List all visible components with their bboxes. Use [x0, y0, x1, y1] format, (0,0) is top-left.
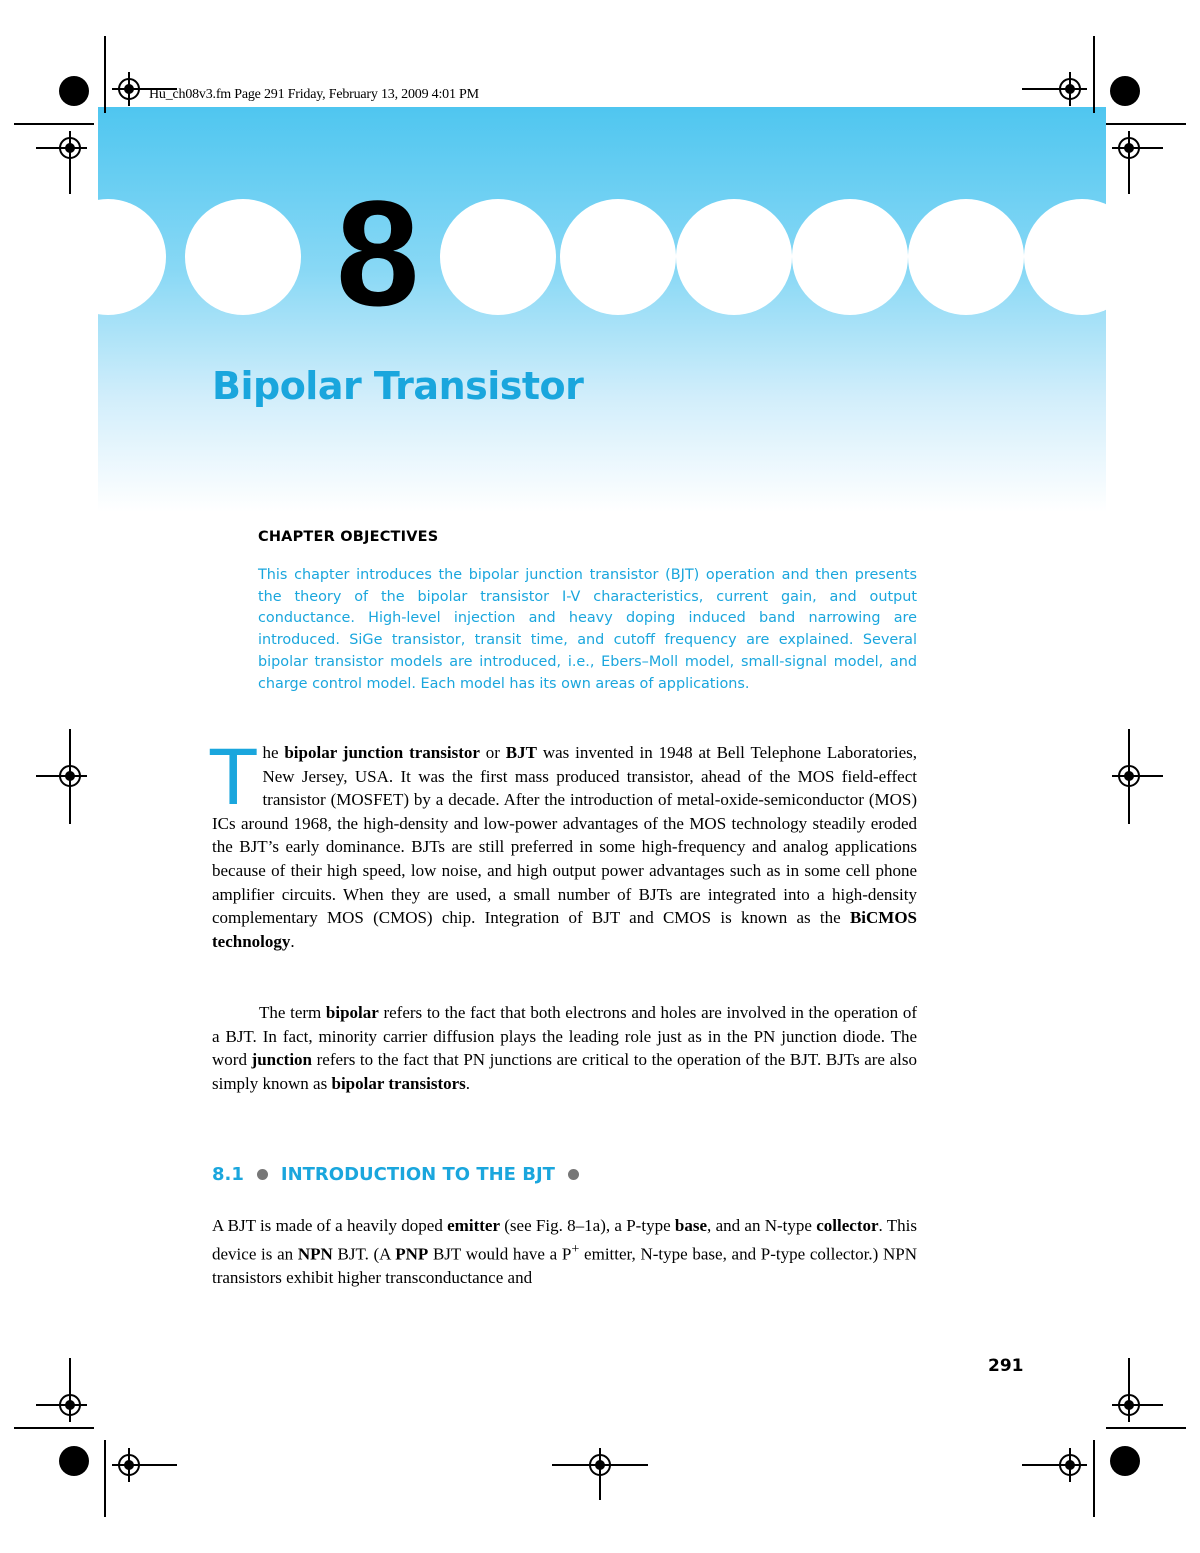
- bold-term: NPN: [297, 1244, 333, 1264]
- registration-dot: [1110, 76, 1140, 106]
- text-run: , and an N-type: [707, 1216, 817, 1235]
- bold-term: bipolar transistors: [331, 1073, 466, 1093]
- text-run: .: [290, 931, 295, 951]
- bold-term: collector: [816, 1216, 879, 1235]
- section-paragraph: [212, 1214, 917, 1289]
- crosshair-mark: [36, 729, 87, 824]
- drop-cap: T: [210, 733, 257, 822]
- print-slug: Hu_ch08v3.fm Page 291 Friday, February 13, 2009 4:01 PM: [149, 87, 479, 102]
- text-run: refers to the fact that PN junctions are critical to the operation of the BJT. BJTs are also simply known as: [212, 1050, 917, 1093]
- superscript: +: [571, 1240, 580, 1257]
- bold-term: PNP: [395, 1244, 429, 1264]
- section-heading: [212, 1164, 592, 1185]
- text-run: BJT. (A: [332, 1244, 396, 1264]
- bold-term: bipolar: [325, 1003, 379, 1022]
- bold-term: base: [674, 1216, 708, 1235]
- text-run: he: [262, 743, 285, 762]
- section-title: INTRODUCTION TO THE BJT: [280, 1164, 555, 1185]
- bullet-icon: [568, 1169, 579, 1180]
- crosshair-mark: [1022, 1448, 1087, 1482]
- text-run: was invented in 1948 at Bell Telephone Laboratories, New Jersey, USA. It was the first mass produced transistor, ahead of the MOS field-effect transistor (MOSFET) by a decade. After the introduction of metal-oxide-semiconductor (MOS) ICs around 1968, the high-density and low-power advantages of the MOS technology steadily eroded the BJT’s early dominance. BJTs are still preferred in some high-frequency and analog applications because of their high speed, low noise, and high output power advantages such as in some cell phone amplifier circuits. When they are used, a small number of BJTs are integrated into a high-density complementary MOS (CMOS) chip. Integration of BJT and CMOS is known as the: [212, 743, 918, 928]
- chapter-number: 8: [336, 169, 420, 337]
- bold-term: BJT: [505, 743, 537, 762]
- text-run: emitter, N-type base, and P-type collector.) NPN transistors exhibit higher transconductance and: [212, 1244, 917, 1287]
- intro-paragraph: [210, 733, 918, 953]
- objectives-text: This chapter introduces the bipolar junction transistor (BJT) operation and then presents the theory of the bipolar transistor I-V characteristics, current gain, and output conductance. High-level injection and heavy doping induced band narrowing are introduced. SiGe transistor, transit time, and cutoff frequency are explained. Several bipolar transistor models are introduced, i.e., Ebers–Moll model, small-signal model, and charge control model. Each model has its own areas of applications.: [258, 567, 917, 692]
- text-run: . This device is an: [212, 1216, 918, 1264]
- text-run: refers to the fact that both electrons and holes are involved in the operation of a BJT. In fact, minority carrier diffusion plays the leading role just as in the PN junction diode. The word: [212, 1003, 917, 1070]
- objectives-heading: CHAPTER OBJECTIVES: [258, 529, 439, 545]
- text-run: The term: [259, 1003, 326, 1022]
- crosshair-mark: [1112, 131, 1163, 194]
- registration-dot: [1110, 1446, 1140, 1476]
- text-run: BJT would have a P: [428, 1244, 572, 1264]
- bullet-icon: [257, 1169, 268, 1180]
- crosshair-mark: [1112, 729, 1163, 824]
- text-run: A BJT is made of a heavily doped: [212, 1216, 448, 1235]
- crosshair-mark: [36, 1358, 87, 1422]
- chapter-title: Bipolar Transistor: [212, 364, 584, 408]
- crosshair-mark: [1112, 1358, 1163, 1422]
- registration-dot: [59, 76, 89, 106]
- crosshair-mark: [1022, 72, 1087, 106]
- page-number: 291: [988, 1356, 1024, 1376]
- bold-term: bipolar junction transistor: [284, 743, 480, 762]
- crosshair-mark: [112, 1448, 177, 1482]
- bold-term: emitter: [447, 1216, 500, 1235]
- text-run: .: [465, 1073, 471, 1093]
- bold-term: junction: [251, 1050, 313, 1070]
- crosshair-mark: [36, 131, 87, 194]
- bold-term: BiCMOS technology: [212, 908, 917, 951]
- section-number: 8.1: [212, 1164, 244, 1185]
- registration-dot: [59, 1446, 89, 1476]
- text-run: (see Fig. 8–1a), a P-type: [499, 1216, 675, 1235]
- intro-paragraph-2: [212, 1001, 917, 1095]
- crosshair-mark: [552, 1448, 648, 1500]
- text-run: or: [479, 743, 506, 762]
